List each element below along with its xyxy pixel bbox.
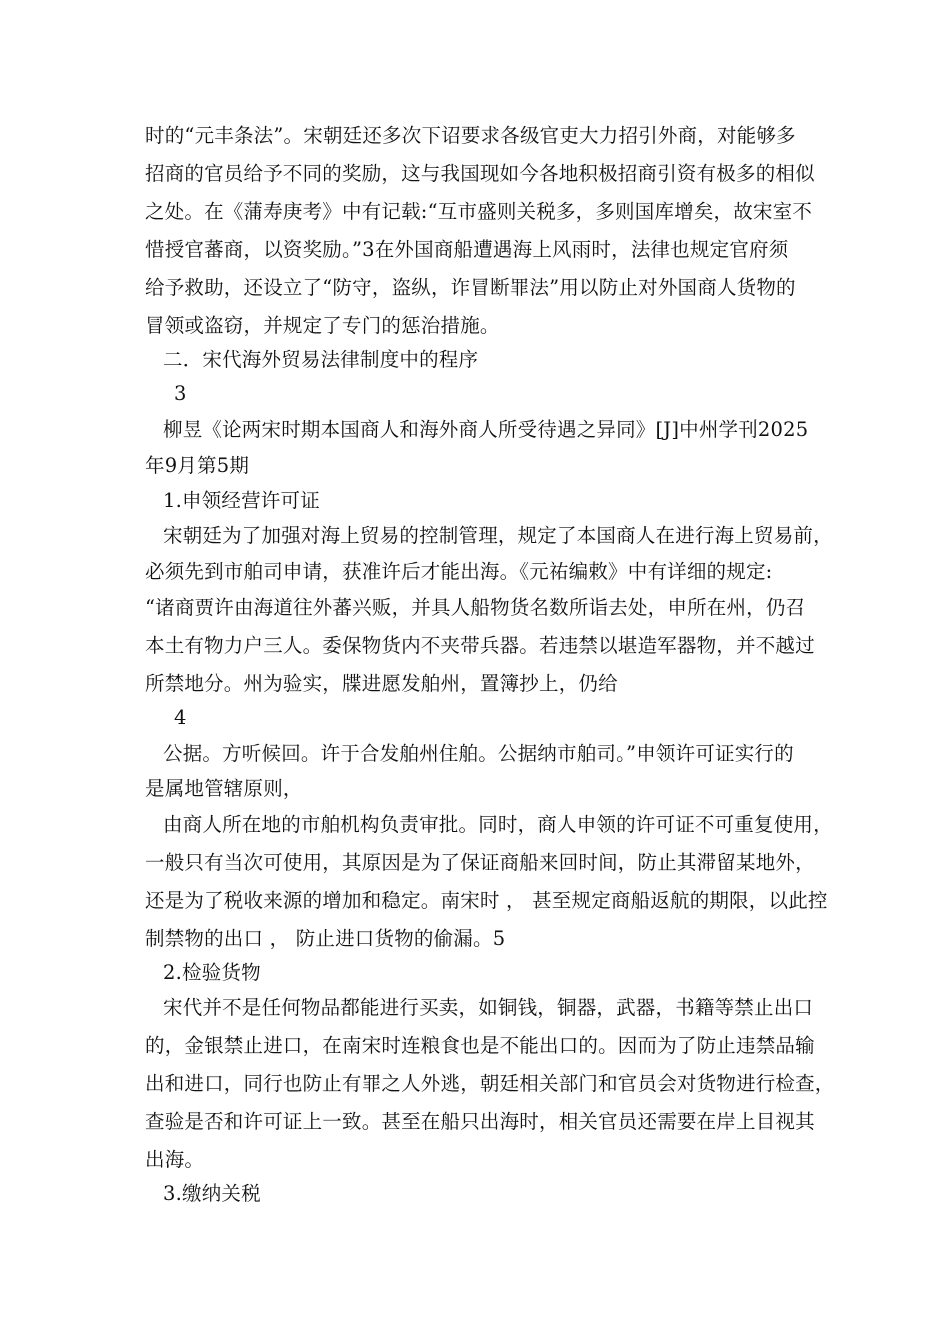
text-line: 的，金银禁止进口，在南宋时连粮食也是不能出口的。因而为了防止违禁品输 <box>145 1034 815 1057</box>
footnote-number: 3 <box>174 382 187 405</box>
text-line: 惜授官蕃商，以资奖励。”3在外国商船遭遇海上风雨时，法律也规定官府须 <box>145 238 789 261</box>
text-line: 出海。 <box>145 1148 205 1171</box>
subsection-heading: 2.检验货物 <box>163 961 261 984</box>
section-heading: 二．宋代海外贸易法律制度中的程序 <box>163 348 479 371</box>
text-line: 是属地管辖原则， <box>145 777 303 800</box>
text-line: 由商人所在地的市舶机构负责审批。同时，商人申领的许可证不可重复使用， <box>163 813 833 836</box>
text-line: 必须先到市舶司申请，获准许后才能出海。《元祐编敕》中有详细的规定: <box>145 560 773 583</box>
text-line: 冒领或盗窃，并规定了专门的惩治措施。 <box>145 314 500 337</box>
footnote-number: 4 <box>174 706 187 729</box>
text-line: 一般只有当次可使用，其原因是为了保证商船来回时间，防止其滞留某地外， <box>145 851 815 874</box>
text-line: 还是为了税收来源的增加和稳定。南宋时 ， 甚至规定商船返航的期限，以此控 <box>145 889 828 912</box>
footnote-text: 柳昱《论两宋时期本国商人和海外商人所受待遇之异同》[J]中州学刊2025 <box>163 418 809 441</box>
text-line: 查验是否和许可证上一致。甚至在船只出海时，相关官员还需要在岸上目视其 <box>145 1110 815 1133</box>
text-line: 出和进口，同行也防止有罪之人外逃，朝廷相关部门和官员会对货物进行检查， <box>145 1072 835 1095</box>
text-line: 本土有物力户三人。委保物货内不夹带兵器。若违禁以堪造军器物，并不越过 <box>145 634 815 657</box>
text-line: 公据。方听候回。许于合发舶州住舶。公据纳市舶司。”申领许可证实行的 <box>163 742 794 765</box>
subsection-heading: 1.申领经营许可证 <box>163 489 320 512</box>
subsection-heading: 3.缴纳关税 <box>163 1182 261 1205</box>
text-line: 给予救助，还设立了“防守，盗纵，诈冒断罪法”用以防止对外国商人货物的 <box>145 276 796 299</box>
text-line: “诸商贾许由海道往外蕃兴贩，并具人船物货名数所诣去处，申所在州，仍召 <box>145 596 806 619</box>
text-line: 之处。在《蒲寿庚考》中有记载:“互市盛则关税多，多则国库增矣，故宋室不 <box>145 200 813 223</box>
text-line: 宋朝廷为了加强对海上贸易的控制管理，规定了本国商人在进行海上贸易前， <box>163 524 833 547</box>
footnote-text: 年9月第5期 <box>145 454 250 477</box>
text-line: 时的“元丰条法”。宋朝廷还多次下诏要求各级官吏大力招引外商，对能够多 <box>145 124 796 147</box>
text-line: 招商的官员给予不同的奖励，这与我国现如今各地积极招商引资有极多的相似 <box>145 162 815 185</box>
text-line: 宋代并不是任何物品都能进行买卖，如铜钱，铜器，武器，书籍等禁止出口 <box>163 996 814 1019</box>
text-line: 所禁地分。州为验实，牒进愿发舶州，置簿抄上，仍给 <box>145 672 618 695</box>
text-line: 制禁物的出口 ， 防止进口货物的偷漏。5 <box>145 927 506 950</box>
